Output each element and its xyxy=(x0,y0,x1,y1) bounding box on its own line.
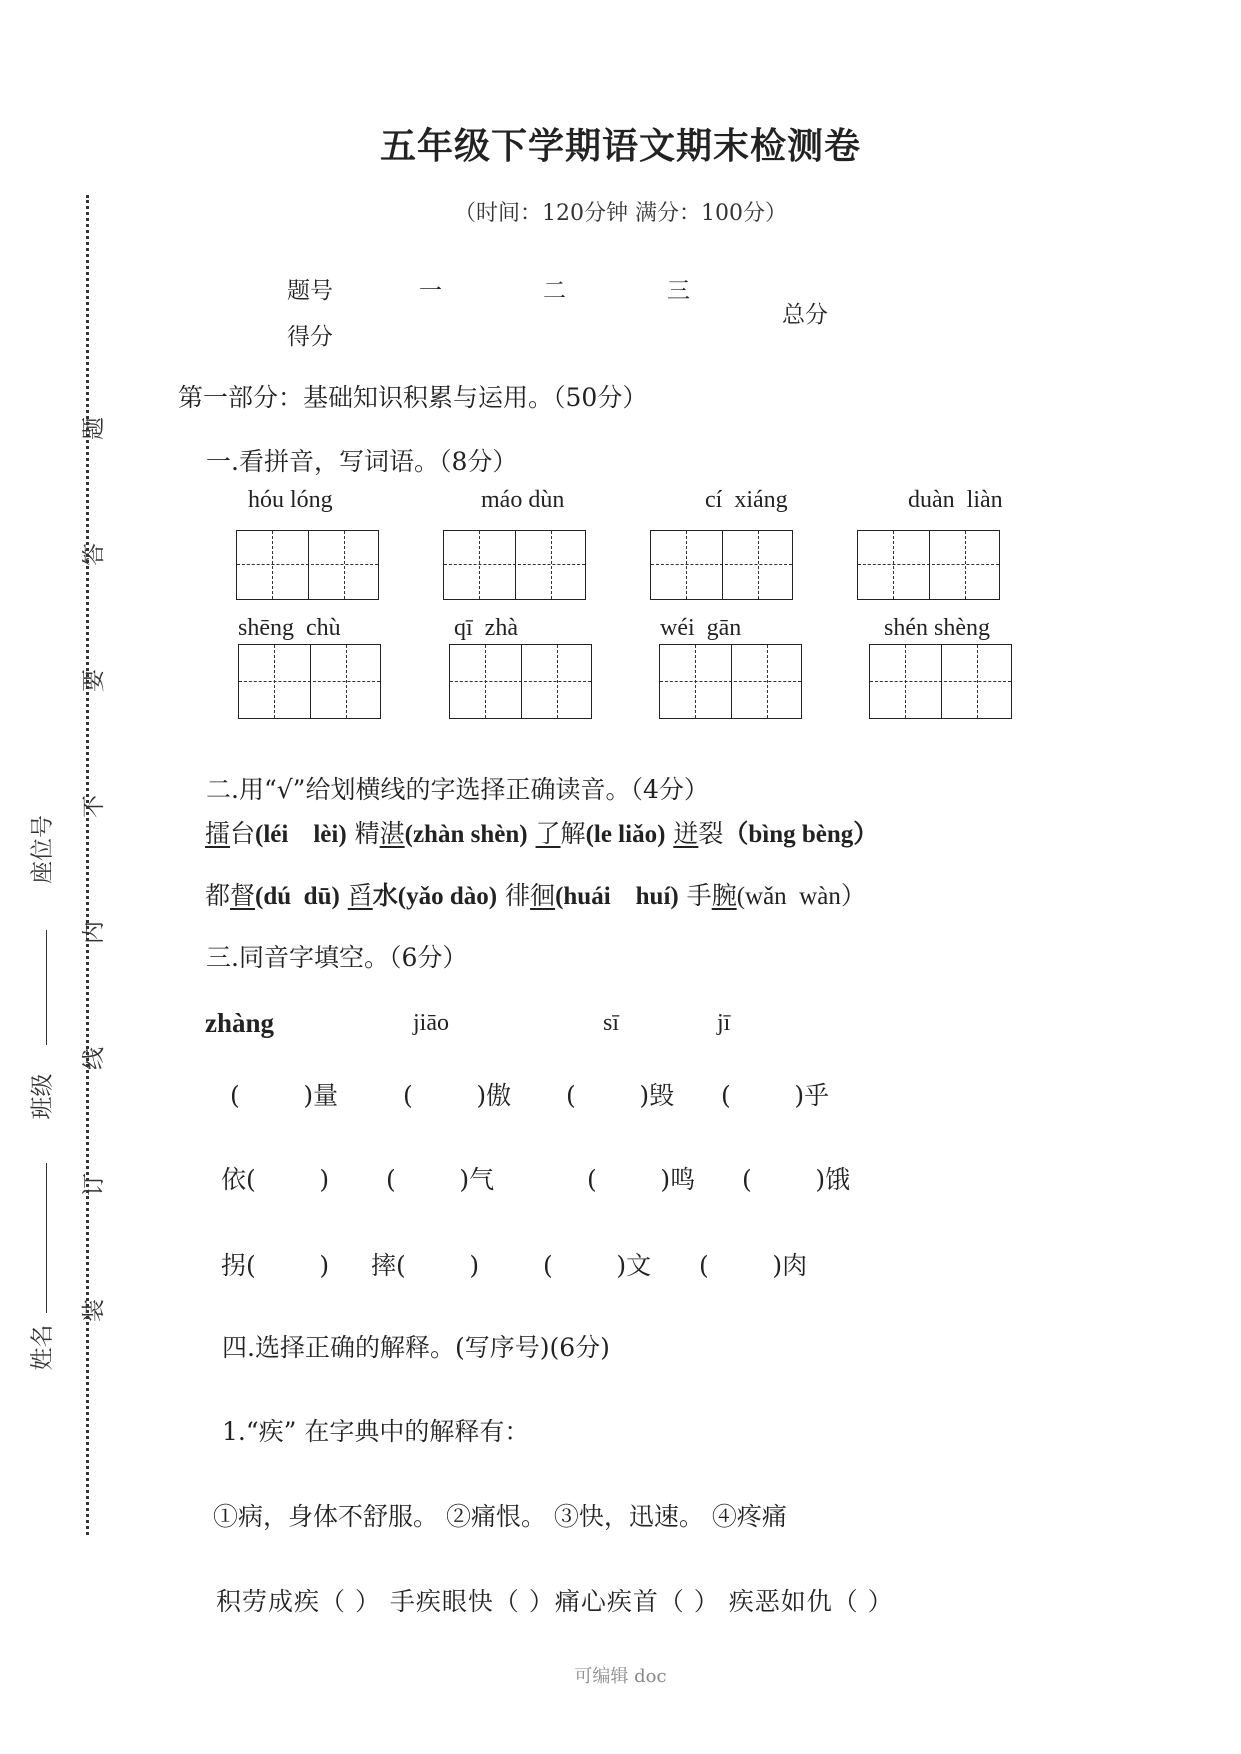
class-label: 班级 xyxy=(29,1073,56,1120)
q2-char-underlined: 舀 xyxy=(347,881,373,910)
q3-blank[interactable]: ( )傲 xyxy=(403,1081,512,1110)
q4-heading: 四.选择正确的解释。(写序号)(6分) xyxy=(222,1333,610,1362)
exam-info: （时间：120分钟 满分：100分） xyxy=(454,201,787,226)
pinyin-label: duàn liàn xyxy=(908,487,1003,513)
binding-char: 订 xyxy=(81,1173,107,1196)
q2-char: 手 xyxy=(678,881,712,910)
q3-blank[interactable]: ( )鸣 xyxy=(587,1165,696,1194)
q3-blank[interactable]: ( )乎 xyxy=(721,1081,830,1110)
q4-items[interactable]: 积劳成疾（ ） 手疾眼快（ ）痛心疾首（ ） 疾恶如仇（ ） xyxy=(216,1587,894,1616)
q3-blank[interactable]: ( )肉 xyxy=(699,1251,808,1280)
q2-option[interactable]: (wǎn wàn） xyxy=(736,883,866,910)
q2-char: 解 xyxy=(560,819,586,848)
q2-char: 精 xyxy=(346,819,380,848)
q3-pinyin: zhàng xyxy=(205,1008,275,1038)
q3-pinyin: sī xyxy=(603,1010,620,1036)
q3-blank[interactable]: 依( ) xyxy=(221,1165,330,1194)
page-title: 五年级下学期语文期末检测卷 xyxy=(379,125,861,167)
writing-grid[interactable] xyxy=(659,644,802,719)
q4-sub1: 1.“疾” 在字典中的解释有： xyxy=(222,1417,530,1446)
q2-char: 台 xyxy=(230,819,256,848)
seat-number-label: 座位号 xyxy=(29,815,56,884)
q3-blank[interactable]: ( )量 xyxy=(230,1081,339,1110)
score-table-col-1: 一 xyxy=(419,278,442,304)
binding-char: 内 xyxy=(81,921,107,944)
q4-meanings: ①病，身体不舒服。 ②痛恨。 ③快，迅速。 ④疼痛 xyxy=(213,1502,787,1531)
writing-grid[interactable] xyxy=(449,644,592,719)
binding-char: 装 xyxy=(81,1299,107,1322)
writing-grid[interactable] xyxy=(650,530,793,600)
writing-grid[interactable] xyxy=(443,530,586,600)
q2-option[interactable]: (le liǎo) xyxy=(585,821,666,848)
q2-option[interactable]: (zhàn shèn) xyxy=(404,821,528,848)
name-label: 姓名 xyxy=(29,1324,56,1371)
q3-blank[interactable]: ( )饿 xyxy=(742,1165,851,1194)
q3-blank[interactable]: 拐( ) xyxy=(221,1251,330,1280)
score-table-row2-label: 得分 xyxy=(287,324,333,350)
q2-char: 水 xyxy=(372,881,398,910)
q3-pinyin: jī xyxy=(717,1010,731,1036)
q2-char-underlined: 了 xyxy=(535,819,561,848)
q2-line-1 xyxy=(205,814,878,850)
score-table-col-3: 三 xyxy=(667,278,690,304)
pinyin-label: shén shèng xyxy=(884,615,990,641)
q3-pinyin: jiāo xyxy=(413,1010,449,1036)
q2-char-underlined: 徊 xyxy=(530,881,556,910)
binding-dotted-line xyxy=(86,195,89,1535)
name-blank xyxy=(46,1163,47,1313)
q2-char: 都 xyxy=(205,881,231,910)
q2-char: 裂 xyxy=(698,819,724,848)
q2-option[interactable]: (yǎo dào) xyxy=(397,883,498,910)
q2-heading: 二.用“√”给划横线的字选择正确读音。（4分） xyxy=(206,775,709,804)
writing-grid[interactable] xyxy=(238,644,381,719)
pinyin-label: qī zhà xyxy=(454,615,518,641)
binding-char: 要 xyxy=(81,669,107,692)
q2-option[interactable]: （bìng bèng） xyxy=(723,821,879,848)
class-blank xyxy=(46,930,47,1045)
q2-char-underlined: 迸 xyxy=(673,819,699,848)
score-table-total-label: 总分 xyxy=(782,302,828,328)
binding-char: 不 xyxy=(81,795,107,818)
pinyin-label: wéi gān xyxy=(660,615,742,641)
pinyin-label: hóu lóng xyxy=(248,487,333,513)
score-table-row1-label: 题号 xyxy=(287,278,333,304)
q1-heading: 一.看拼音，写词语。（8分） xyxy=(206,447,518,476)
q2-option[interactable]: (dú dū) xyxy=(255,883,340,910)
q2-char-underlined: 湛 xyxy=(379,819,405,848)
writing-grid[interactable] xyxy=(236,530,379,600)
score-table-col-2: 二 xyxy=(543,278,566,304)
q3-blank[interactable]: ( )毁 xyxy=(566,1081,675,1110)
binding-char: 线 xyxy=(81,1047,107,1070)
q3-blank[interactable]: ( )文 xyxy=(543,1251,652,1280)
q2-line-2 xyxy=(205,876,866,912)
pinyin-label: máo dùn xyxy=(481,487,565,513)
q2-char: 徘 xyxy=(497,881,531,910)
binding-char: 题 xyxy=(81,417,107,440)
q2-option[interactable]: (huái huí) xyxy=(555,883,679,910)
q3-heading: 三.同音字填空。（6分） xyxy=(206,943,468,972)
writing-grid[interactable] xyxy=(857,530,1000,600)
q2-option[interactable]: (léi lèi) xyxy=(255,821,347,848)
q2-char-underlined: 腕 xyxy=(711,881,737,910)
part1-heading: 第一部分：基础知识积累与运用。（50分） xyxy=(178,383,648,412)
binding-char: 答 xyxy=(81,543,107,566)
writing-grid[interactable] xyxy=(869,644,1012,719)
q2-char xyxy=(340,881,348,910)
pinyin-label: shēng chù xyxy=(238,615,341,641)
q2-char-underlined: 督 xyxy=(230,881,256,910)
q2-char xyxy=(528,819,536,848)
pinyin-label: cí xiáng xyxy=(705,487,788,513)
q3-blank[interactable]: ( )气 xyxy=(386,1165,495,1194)
q2-char-underlined: 擂 xyxy=(205,819,231,848)
footer-text: 可编辑 doc xyxy=(574,1666,667,1687)
q3-blank[interactable]: 摔( ) xyxy=(371,1251,480,1280)
